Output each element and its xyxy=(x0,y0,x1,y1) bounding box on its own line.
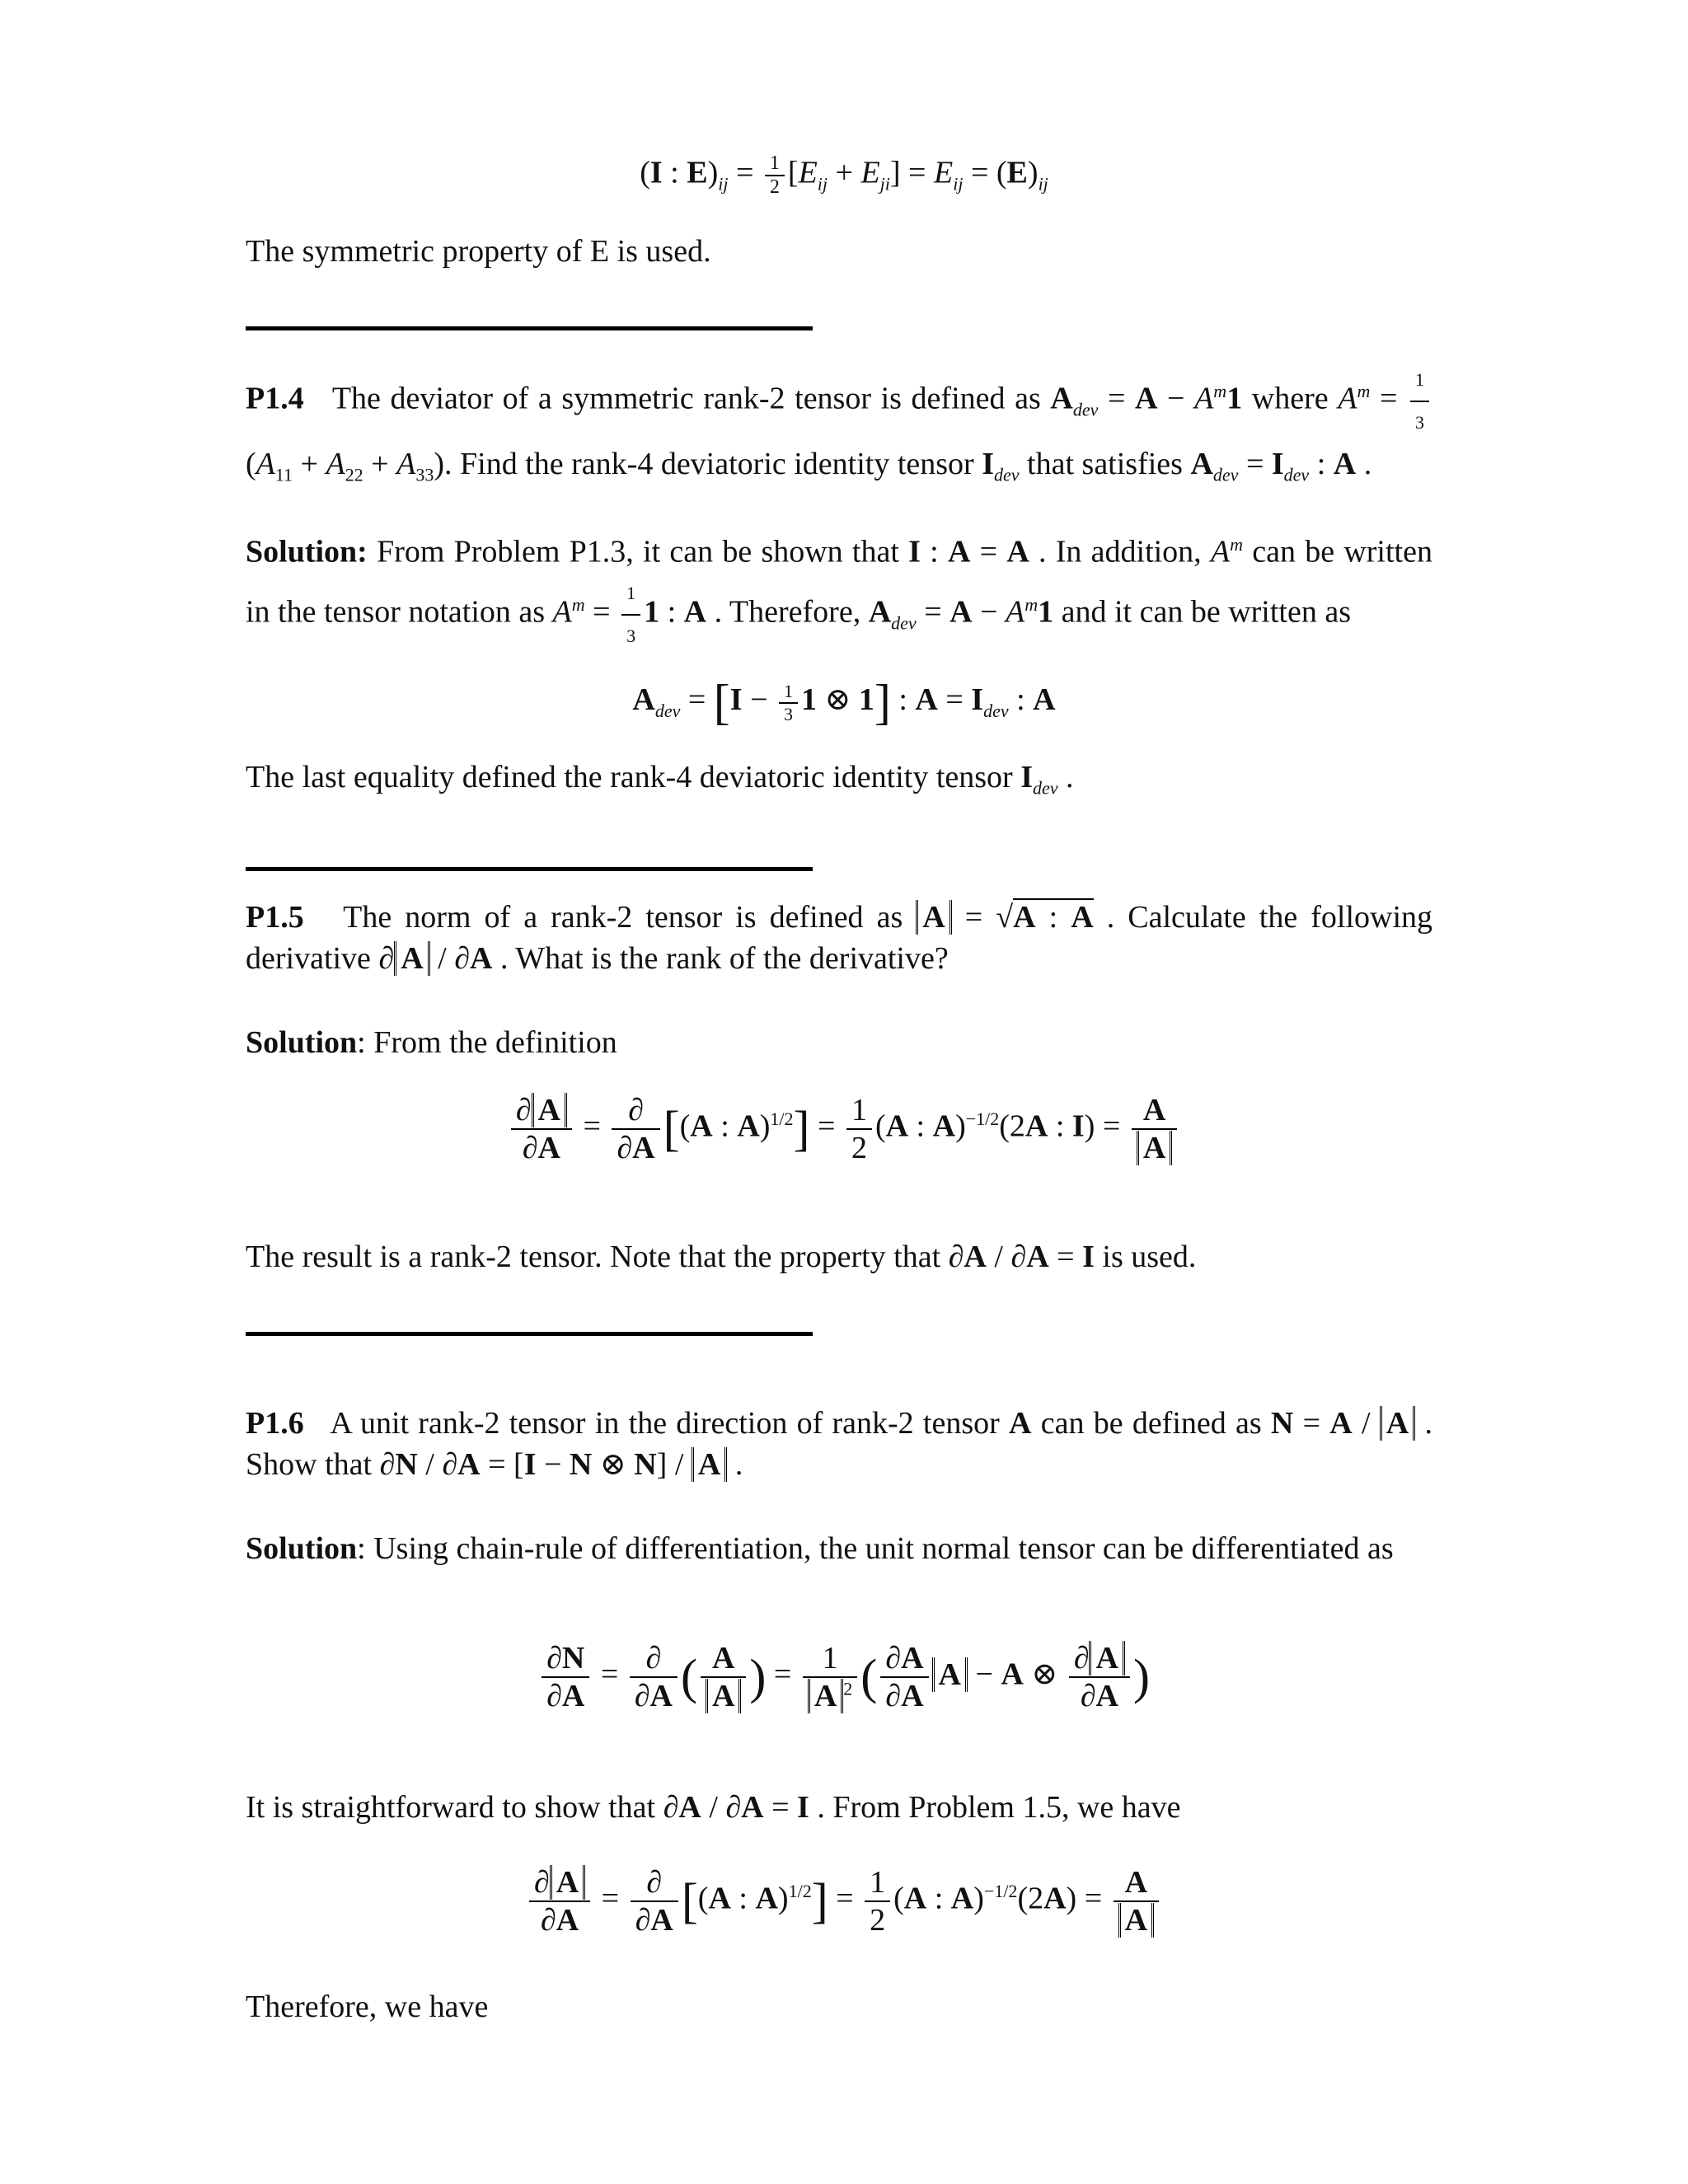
solution-label: Solution: xyxy=(246,534,368,569)
solution-label: Solution xyxy=(246,1531,358,1566)
problem-label: P1.5 xyxy=(246,900,304,935)
section-divider xyxy=(246,326,813,330)
solution-p1-6: Solution: Using chain-rule of differentiation, the unit normal tensor can be differentiated as xyxy=(246,1531,1394,1566)
problem-p1-4: P1.4 The deviator of a symmetric rank-2 tensor is defined as $A_{dev} = A - A^m1$ where $A^m$ = $\frac{1}{3}$ $(A_{11} + A_{22} + A_{33})$. Find the rank-4 deviatoric identity tensor $I_{dev}$ that satisfies $A_{dev} = I_{dev}$ : A . xyxy=(246,359,1432,496)
solution-label: Solution xyxy=(246,1025,358,1060)
equation-p1-4: $A_{dev} = [I$ − $\frac{1}{3}$ 1 ⊗ 1] : $A = I_{dev}$ : A xyxy=(632,675,1056,729)
problem-p1-6: P1.6 A unit rank-2 tensor in the direction of rank-2 tensor A can be defined as N = A / A . Show that ∂N / ∂A = [I − N ⊗ N] / A . xyxy=(246,1406,1432,1482)
equation-p1-5: $\frac{\partial A}{\partial A}$ = $\frac{\partial}{\partial A}$ [(A : A)$^{1/2}$] = $\frac{1}{2}$ (A : A)$^{-1/2}$(2A : I) = $\frac{A}{A}$ xyxy=(0,1092,1688,1166)
equation-p1-6-chain-rule: $\frac{\partial N}{\partial A}$ = $\frac{\partial}{\partial A}$ ( $\frac{A}{A}$ ) = $\frac{1}{A ^2}$ ( $\frac{\partial A}{\partial A}$ A − A ⊗ $\frac{\partial A}{\partial A}$ ) xyxy=(0,1640,1688,1714)
problem-p1-5: P1.5 The norm of a rank-2 tensor is defined as A = √A : A . Calculate the following derivative ∂ A / ∂A . What is the rank of the derivative? xyxy=(246,900,1433,976)
p1-4-conclusion: The last equality defined the rank-4 deviatoric identity tensor $I_{dev}$ . xyxy=(246,760,1074,799)
solution-p1-4: Solution: From Problem P1.3, it can be shown that I : A = A . In addition, $A^m$ can be written in the tensor notation as $A^m$ = $\frac{1}{3}$ 1 : A . Therefore, $A_{dev} = A - A^m1$ and it can be written as xyxy=(246,524,1432,657)
section-divider xyxy=(246,867,813,871)
equation-p1-6-norm-derivative: $\frac{\partial A}{\partial A}$ = $\frac{\partial}{\partial A}$ [(A : A)$^{1/2}$] = $\frac{1}{2}$ (A : A)$^{-1/2}$(2A) = $\frac{A}{A}$ xyxy=(0,1864,1688,1938)
problem-label: P1.6 xyxy=(246,1406,304,1441)
p1-5-result: The result is a rank-2 tensor. Note that the property that ∂A / ∂A = I is used. xyxy=(246,1240,1197,1274)
equation-top: (I : $E)_{ij}$ = $\frac{1}{2}$ $[E_{ij} + E_{ji}] = E_{ij} = (E)_{ij}$ xyxy=(640,152,1048,198)
section-divider xyxy=(246,1332,813,1336)
solution-p1-5: Solution: From the definition xyxy=(246,1025,617,1060)
p1-6-mid: It is straightforward to show that ∂A / ∂A = I . From Problem 1.5, we have xyxy=(246,1790,1181,1825)
symmetric-note: The symmetric property of E is used. xyxy=(246,234,711,269)
problem-label: P1.4 xyxy=(246,381,304,416)
therefore-text: Therefore, we have xyxy=(246,1990,489,2024)
